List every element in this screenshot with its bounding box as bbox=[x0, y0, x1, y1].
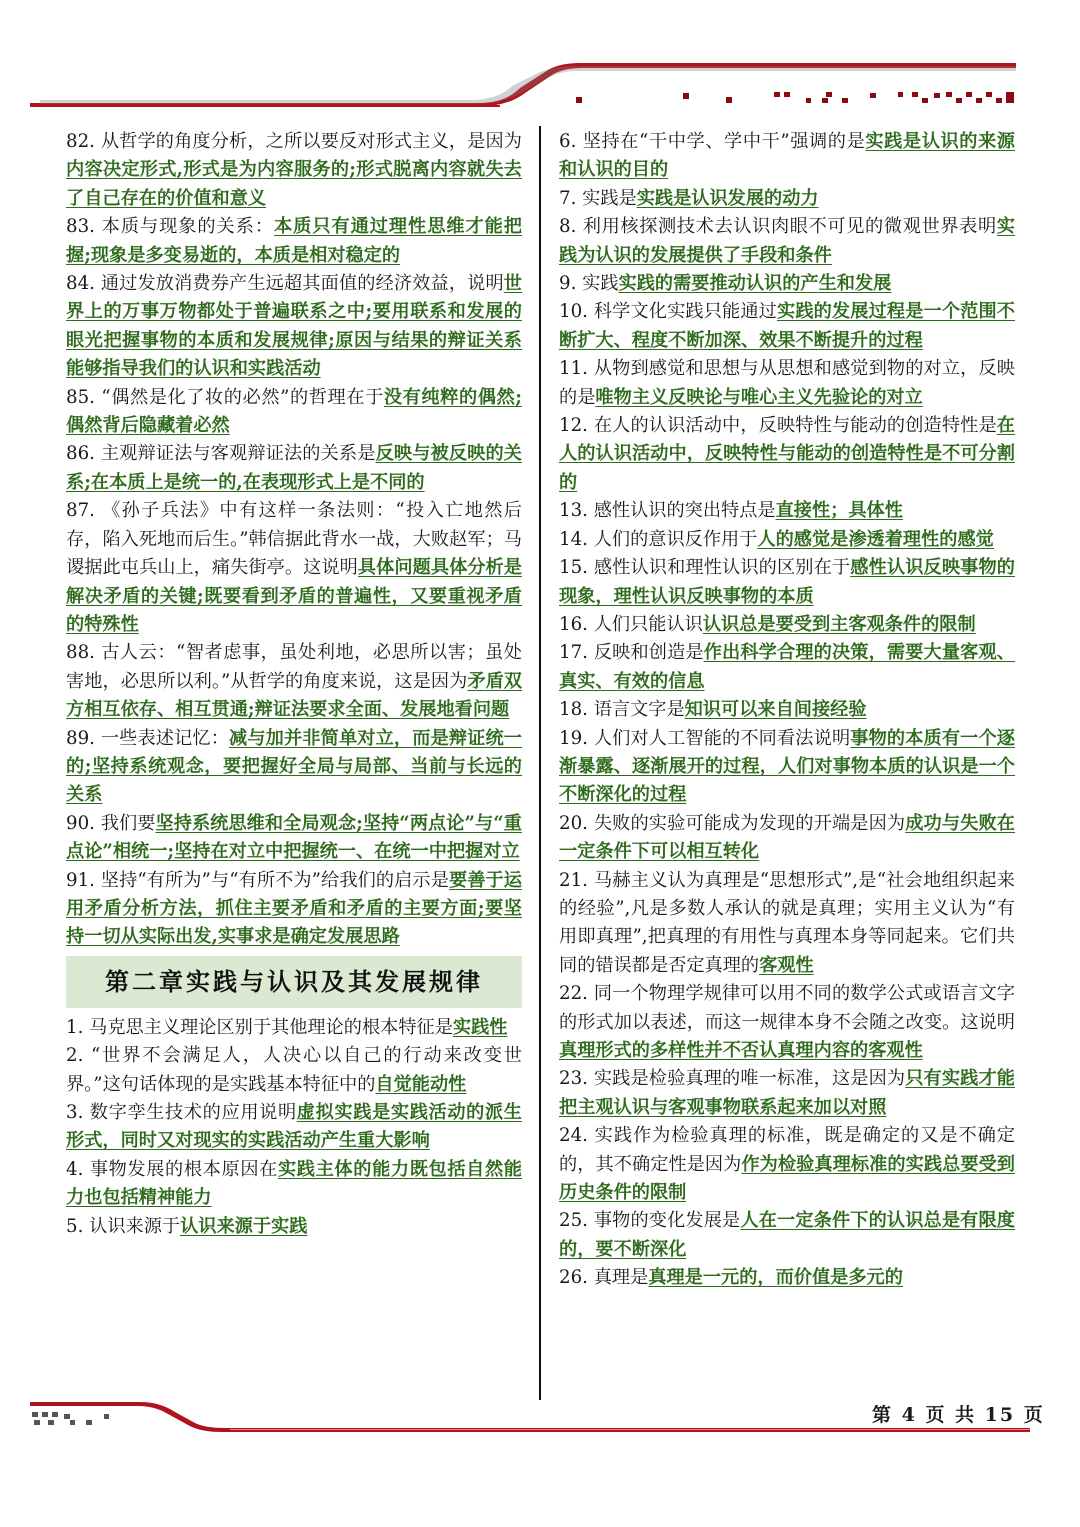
header-decoration bbox=[0, 0, 1080, 120]
question-c2-11: 11. 从物到感觉和思想与从思想和感觉到物的对立，反映的是唯物主义反映论与唯心主义先验论的对立 bbox=[559, 358, 1015, 408]
question-c2-4: 4. 事物发展的根本原因在实践主体的能力既包括自然能力也包括精神能力 bbox=[66, 1158, 522, 1209]
question-c2-22: 22. 同一个物理学规律可以用不同的数学公式或语言文字的形式加以表述，而这一规律本身不会随之改变。这说明真理形式的多样性并不否认真理内容的客观性 bbox=[559, 983, 1015, 1061]
left-column bbox=[66, 128, 522, 1241]
question-c2-24: 24. 实践作为检验真理的标准，既是确定的又是不确定的，其不确定性是因为作为检验真理标准的实践总要受到历史条件的限制 bbox=[559, 1125, 1015, 1204]
question-c2-17: 17. 反映和创造是作出科学合理的决策，需要大量客观、真实、有效的信息 bbox=[559, 642, 1015, 692]
question-c2-25: 25. 事物的变化发展是人在一定条件下的认识总是有限度的，要不断深化 bbox=[559, 1210, 1015, 1260]
question-c2-18: 18. 语言文字是知识可以来自间接经验 bbox=[559, 699, 867, 721]
question-c2-19: 19. 人们对人工智能的不同看法说明事物的本质有一个逐渐暴露、逐渐展开的过程，人们对事物本质的认识是一个不断深化的过程 bbox=[559, 727, 1015, 806]
question-82: 82. 从哲学的角度分析，之所以要反对形式主义，是因为内容决定形式,形式是为内容服务的;形式脱离内容就失去了自己存在的价值和意义 bbox=[66, 131, 522, 209]
question-c2-26: 26. 真理是真理是一元的，而价值是多元的 bbox=[559, 1267, 903, 1289]
question-c2-12: 12. 在人的认识活动中，反映特性与能动的创造特性是在人的认识活动中，反映特性与能动的创造特性是不可分割的 bbox=[559, 415, 1015, 493]
question-c2-16: 16. 人们只能认识认识总是要受到主客观条件的限制 bbox=[559, 613, 976, 635]
question-90: 90. 我们要坚持系统思维和全局观念;坚持“两点论”与“重点论”相统一;坚持在对立中把握统一、在统一中把握对立 bbox=[66, 812, 522, 863]
question-85: 85. “偶然是化了妆的必然”的哲理在于没有纯粹的偶然;偶然背后隐藏着必然 bbox=[66, 386, 522, 437]
question-c2-5: 5. 认识来源于认识来源于实践 bbox=[66, 1215, 308, 1237]
question-84: 84. 通过发放消费券产生远超其面值的经济效益，说明世界上的万事万物都处于普遍联系之中;要用联系和发展的眼光把握事物的本质和发展规律;原因与结果的辩证关系能够指导我们的认识和实践活动 bbox=[66, 273, 522, 380]
question-c2-1: 1. 马克思主义理论区别于其他理论的根本特征是实践性 bbox=[66, 1016, 508, 1038]
question-86: 86. 主观辩证法与客观辩证法的关系是反映与被反映的关系;在本质上是统一的,在表现形式上是不同的 bbox=[66, 443, 522, 493]
question-89: 89. 一些表述记忆：减与加并非简单对立，而是辩证统一的;坚持系统观念，要把握好全局与局部、当前与长远的关系 bbox=[66, 727, 522, 806]
question-c2-13: 13. 感性认识的突出特点是直接性；具体性 bbox=[559, 500, 903, 522]
question-91: 91. 坚持“有所为”与“有所不为”给我们的启示是要善于运用矛盾分析方法，抓住主要矛盾和矛盾的主要方面;要坚持一切从实际出发,实事求是确定发展思路 bbox=[66, 869, 522, 948]
page-number: 第 4 页 共 15 页 bbox=[872, 1404, 1045, 1426]
question-c2-15: 15. 感性认识和理性认识的区别在于感性认识反映事物的现象，理性认识反映事物的本质 bbox=[559, 557, 1015, 607]
question-c2-6: 6. 坚持在“干中学、学中干”强调的是实践是认识的来源和认识的目的 bbox=[559, 131, 1015, 181]
question-c2-10: 10. 科学文化实践只能通过实践的发展过程是一个范围不断扩大、程度不断加深、效果不断提升的过程 bbox=[559, 301, 1015, 351]
question-c2-20: 20. 失败的实验可能成为发现的开端是因为成功与失败在一定条件下可以相互转化 bbox=[559, 812, 1015, 863]
question-c2-23: 23. 实践是检验真理的唯一标准，这是因为只有实践才能把主观认识与客观事物联系起来加以对照 bbox=[559, 1068, 1015, 1118]
column-divider bbox=[539, 126, 541, 1400]
chapter-heading: 第二章实践与认识及其发展规律 bbox=[66, 956, 522, 1008]
question-c2-3: 3. 数字孪生技术的应用说明虚拟实践是实践活动的派生形式，同时又对现实的实践活动产生重大影响 bbox=[66, 1102, 522, 1152]
question-c2-21: 21. 马赫主义认为真理是“思想形式”,是“社会地组织起来的经验”,凡是多数人承认的就是真理；实用主义认为“有用即真理”,把真理的有用性与真理本身等同起来。它们共同的错误都是否定真理的客观性 bbox=[559, 869, 1015, 976]
question-87: 87. 《孙子兵法》中有这样一条法则：“投入亡地然后存，陷入死地而后生。”韩信据此背水一战，大败赵军；马谡据此屯兵山上，痛失街亭。这说明具体问题具体分析是解决矛盾的关键;既要看到矛盾的普遍性，又要重视矛盾的特殊性 bbox=[66, 500, 522, 635]
question-83: 83. 本质与现象的关系：本质只有通过理性思维才能把握;现象是多变易逝的，本质是相对稳定的 bbox=[66, 216, 522, 266]
question-c2-8: 8. 利用核探测技术去认识肉眼不可见的微观世界表明实践为认识的发展提供了手段和条件 bbox=[559, 216, 1015, 266]
question-c2-7: 7. 实践是实践是认识发展的动力 bbox=[559, 187, 819, 209]
question-c2-9: 9. 实践实践的需要推动认识的产生和发展 bbox=[559, 273, 892, 295]
question-c2-14: 14. 人们的意识反作用于人的感觉是渗透着理性的感觉 bbox=[559, 528, 994, 550]
question-c2-2: 2. “世界不会满足人，人决心以自己的行动来改变世界。”这句话体现的是实践基本特征中的自觉能动性 bbox=[66, 1045, 522, 1095]
right-column bbox=[559, 128, 1015, 1293]
question-88: 88. 古人云：“智者虑事，虽处利地，必思所以害；虽处害地，必思所以利。”从哲学的角度来说，这是因为矛盾双方相互依存、相互贯通;辩证法要求全面、发展地看问题 bbox=[66, 642, 522, 721]
